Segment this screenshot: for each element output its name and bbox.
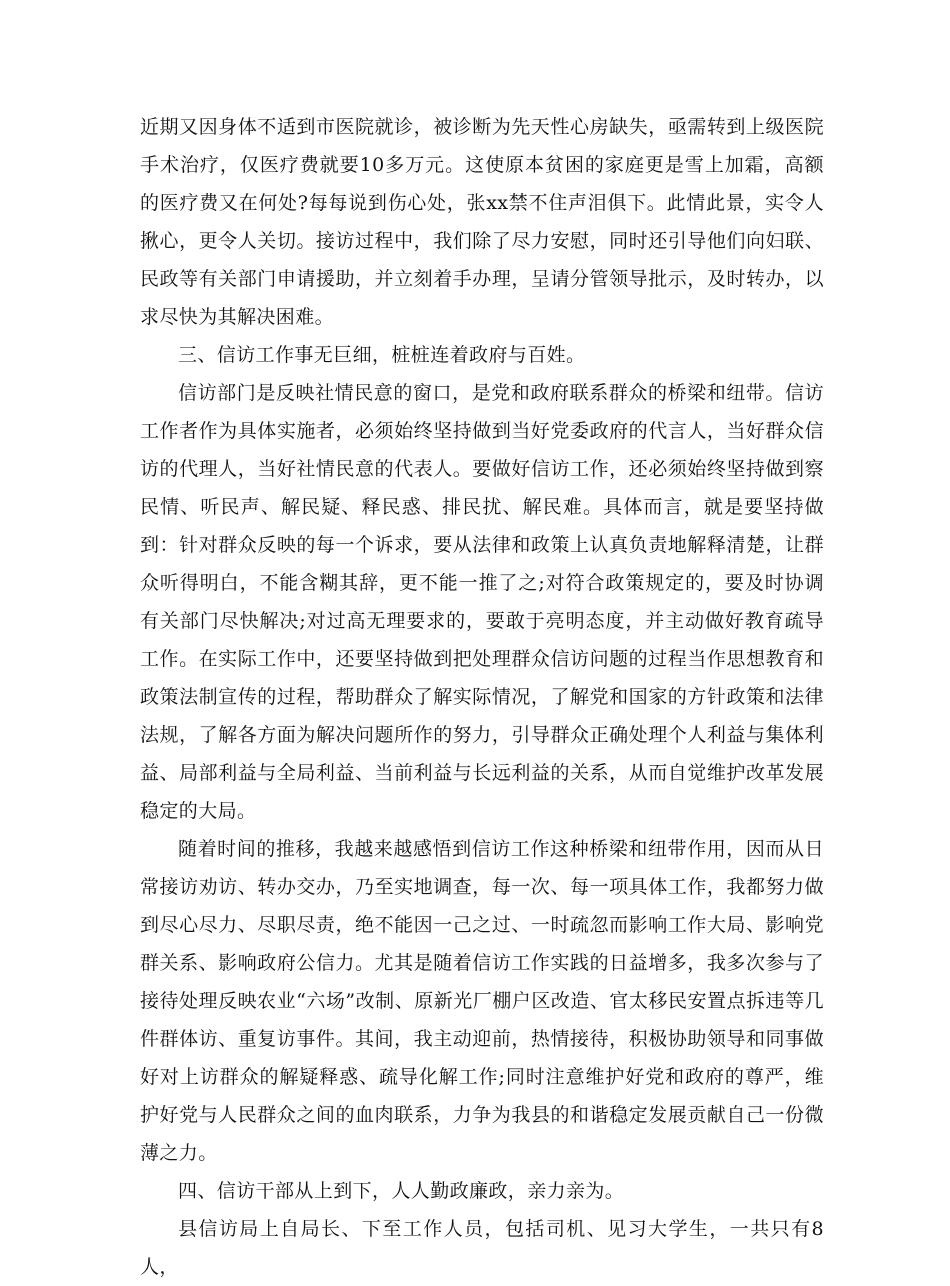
paragraph-petition-window: 信访部门是反映社情民意的窗口，是党和政府联系群众的桥梁和纽带。信访工作者作为具体实施者，必须始终坚持做到当好党委政府的代言人，当好群众信访的代理人，当好社情民意的代表人。要做好信访工作，还必须始终坚持做到察民情、听民声、解民疑、释民惑、排民扰、解民难。具体而言，就是要坚持做到：针对群众反映的每一个诉求，要从法律和政策上认真负责地解释清楚，让群众听得明白，不能含糊其辞，更不能一推了之;对符合政策规定的，要及时协调有关部门尽快解决;对过高无理要求的，要敢于亮明态度，并主动做好教育疏导工作。在实际工作中，还要坚持做到把处理群众信访问题的过程当作思想教育和政策法制宣传的过程，帮助群众了解实际情况，了解党和国家的方针政策和法律法规，了解各方面为解决问题所作的努力，引导群众正确处理个人利益与集体利益、局部利益与全局利益、当前利益与长远利益的关系，从而自觉维护改革发展稳定的大局。 <box>140 382 824 822</box>
section-heading-three: 三、信访工作事无巨细，桩桩连着政府与百姓。 <box>178 344 586 366</box>
paragraph-bureau-staff: 县信访局上自局长、下至工作人员，包括司机、见习大学生，一共只有8人， <box>140 1218 824 1278</box>
paragraph-bridge-role: 随着时间的推移，我越来越感悟到信访工作这种桥梁和纽带作用，因而从日常接访劝访、转办交办，乃至实地调查，每一次、每一项具体工作，我都努力做到尽心尽力、尽职尽责，绝不能因一己之过、一时疏忽而影响工作大局、影响党群关系、影响政府公信力。尤其是随着信访工作实践的日益增多，我多次参与了接待处理反映农业“六场”改制、原新光厂棚户区改造、官太移民安置点拆违等几件群体访、重复访事件。其间，我主动迎前，热情接待，积极协助领导和同事做好对上访群众的解疑释惑、疏导化解工作;同时注意维护好党和政府的尊严，维护好党与人民群众之间的血肉联系，力争为我县的和谐稳定发展贡献自己一份微薄之力。 <box>140 838 824 1164</box>
paragraph-medical-case: 近期又因身体不适到市医院就诊，被诊断为先天性心房缺失，亟需转到上级医院手术治疗，仅医疗费就要10多万元。这使原本贫困的家庭更是雪上加霜，高额的医疗费又在何处?每每说到伤心处，张xx禁不住声泪俱下。此情此景，实令人揪心，更令人关切。接访过程中，我们除了尽力安慰，同时还引导他们向妇联、民政等有关部门申请援助，并立刻着手办理，呈请分管领导批示，及时转办，以求尽快为其解决困难。 <box>140 116 824 328</box>
document-body <box>140 108 824 1286</box>
section-heading-four: 四、信访干部从上到下，人人勤政廉政，亲力亲为。 <box>178 1180 625 1202</box>
